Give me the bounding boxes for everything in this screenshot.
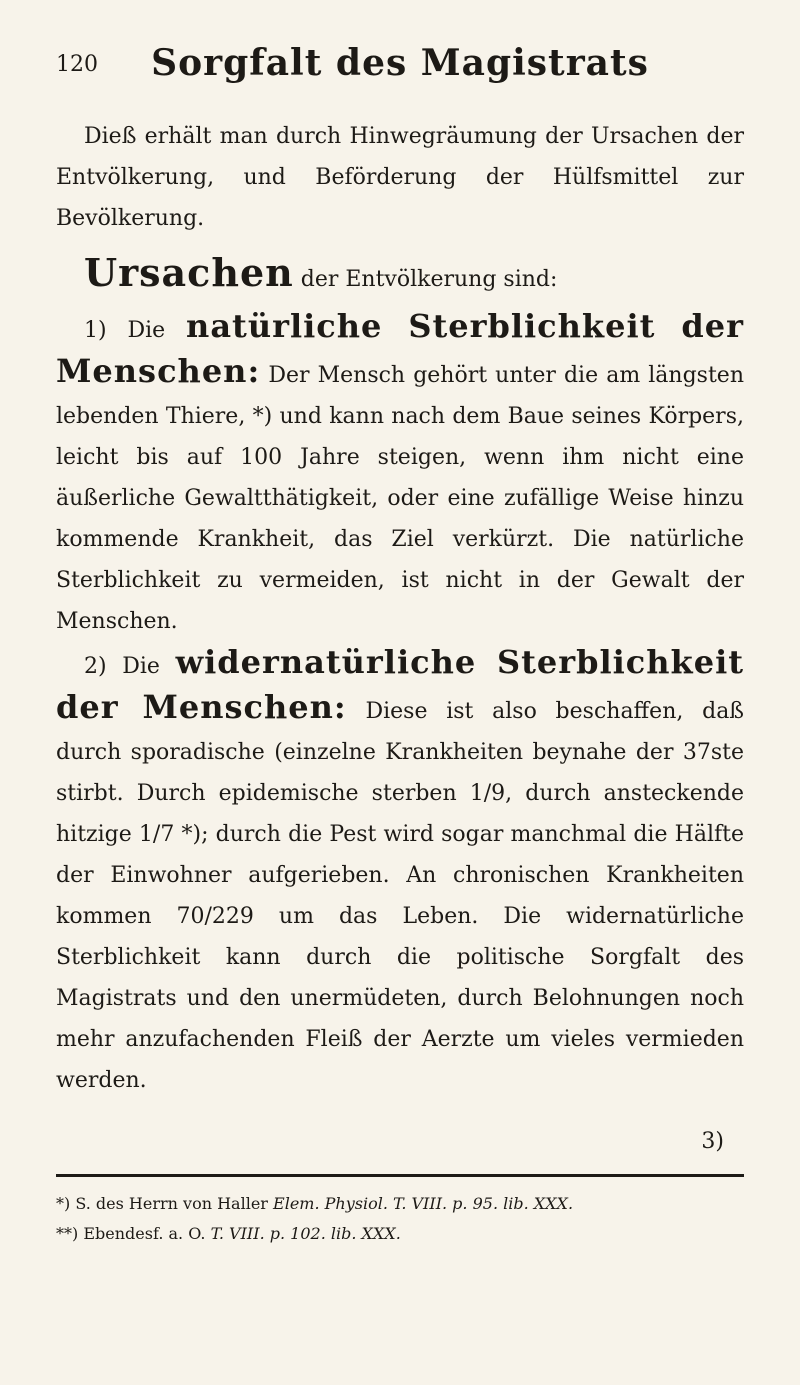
catchword: 3) bbox=[701, 1129, 724, 1154]
footnote-text: S. des Herrn von Haller bbox=[75, 1194, 268, 1213]
footnote-text: Ebendesf. a. O. bbox=[83, 1224, 206, 1243]
footnote-divider bbox=[56, 1174, 744, 1177]
item-heading: natürliche Sterblichkeit der Menschen: bbox=[56, 307, 745, 390]
running-head: Sorgfalt des Magistrats bbox=[151, 42, 649, 84]
footnote-mark: *) bbox=[56, 1194, 71, 1213]
item-lead: Die bbox=[122, 654, 160, 679]
item-number: 2) bbox=[84, 654, 107, 679]
footnote bbox=[56, 1189, 744, 1219]
section-title-rest: der Entvölkerung sind: bbox=[300, 267, 558, 292]
item-heading: widernatürliche Sterblichkeit der Menschen: bbox=[56, 643, 744, 726]
intro-paragraph: Dieß erhält man durch Hinwegräumung der Ursachen der Entvölkerung, und Beförderung der Hülfsmittel zur Bevölkerung. bbox=[56, 124, 744, 231]
section-title-big: Ursachen bbox=[84, 250, 294, 295]
footnote-reference: Elem. Physiol. T. VIII. p. 95. lib. XXX. bbox=[273, 1194, 574, 1213]
footnotes bbox=[56, 1189, 744, 1249]
footnote bbox=[56, 1219, 744, 1249]
item-text: Der Mensch gehört unter die am längsten lebenden Thiere, *) und kann nach dem Baue seines Körpers, leicht bis auf 100 Jahre steigen, wenn ihm nicht eine äußerliche Gewaltthätigkeit, oder eine zufällige Weise hinzu kommende Krankheit, das Ziel verkürzt. Die natürliche Sterblichkeit zu vermeiden, ist nicht in der Gewalt der Menschen. bbox=[56, 363, 744, 634]
item-lead: Die bbox=[127, 318, 166, 343]
list-item bbox=[56, 306, 744, 642]
page-header bbox=[56, 28, 744, 88]
list-item bbox=[56, 642, 744, 1101]
page-number: 120 bbox=[56, 52, 98, 77]
item-number: 1) bbox=[84, 318, 107, 343]
item-text: Diese ist also beschaffen, daß durch sporadische (einzelne Krankheiten beynahe der 37ste stirbt. Durch epidemische sterben 1/9, durch ansteckende hitzige 1/7 *); durch die Pest wird sogar manchmal die Hälfte der Einwohner aufgerieben. An chronischen Krankheiten kommen 70/229 um das Leben. Die widernatürliche Sterblichkeit kann durch die politische Sorgfalt des Magistrats und den unermüdeten, durch Belohnungen noch mehr anzufachenden Fleiß der Aerzte um vieles vermieden werden. bbox=[56, 699, 744, 1093]
footnote-reference: T. VIII. p. 102. lib. XXX. bbox=[210, 1224, 401, 1243]
footnote-mark: **) bbox=[56, 1224, 79, 1243]
section-heading bbox=[84, 250, 744, 300]
